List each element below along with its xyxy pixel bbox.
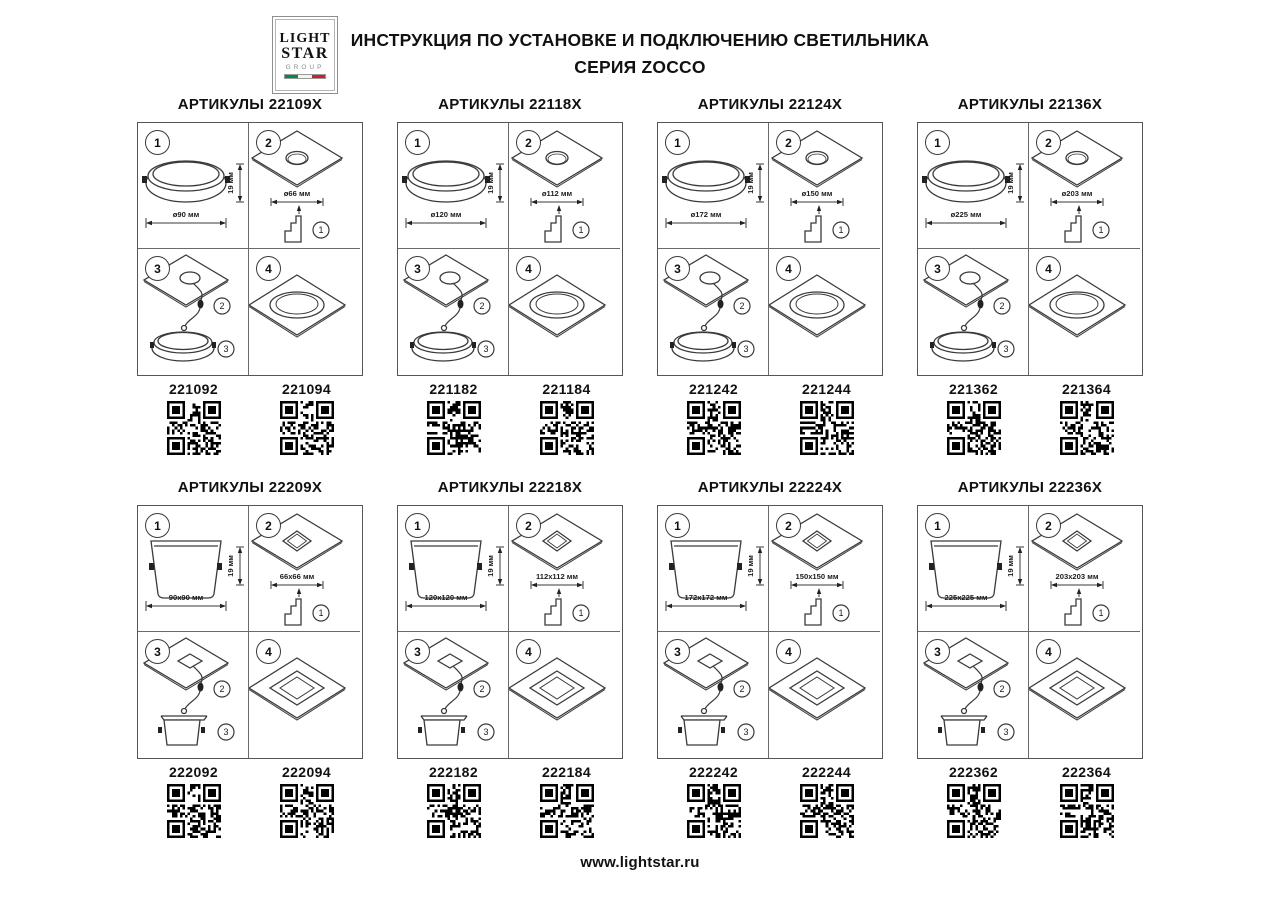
article-code: 222184 bbox=[541, 764, 592, 780]
instruction-grid bbox=[917, 505, 1143, 759]
step-2-cell bbox=[1029, 123, 1140, 249]
height-dimension-label: 19 мм bbox=[746, 172, 755, 194]
panel-22124x bbox=[657, 96, 883, 455]
callout-3: 3 bbox=[223, 344, 229, 354]
callout-2: 2 bbox=[999, 684, 1005, 694]
article bbox=[917, 381, 1030, 455]
instruction-grid bbox=[657, 122, 883, 376]
step-2-cell bbox=[509, 506, 620, 632]
step-1-badge: 1 bbox=[925, 130, 950, 155]
articles-row bbox=[137, 381, 363, 455]
step-3-cell bbox=[138, 249, 249, 375]
width-dimension-label: ø90 мм bbox=[172, 210, 200, 219]
panel-22109x bbox=[137, 96, 363, 455]
callout-3: 3 bbox=[1003, 344, 1009, 354]
page-title-line1: ИНСТРУКЦИЯ ПО УСТАНОВКЕ И ПОДКЛЮЧЕНИЮ СВЕТИЛЬНИКА bbox=[350, 30, 930, 50]
callout-2: 2 bbox=[999, 301, 1005, 311]
callout-1: 1 bbox=[318, 608, 324, 618]
callout-1: 1 bbox=[838, 225, 844, 235]
qr-code bbox=[687, 784, 741, 838]
step-3-cell bbox=[658, 249, 769, 375]
qr-code bbox=[947, 784, 1001, 838]
step-4-cell bbox=[249, 249, 360, 375]
article-code: 221092 bbox=[168, 381, 219, 397]
logo-text-star: STAR bbox=[281, 44, 329, 62]
step-4-cell bbox=[249, 632, 360, 758]
height-dimension-label: 19 мм bbox=[226, 555, 235, 577]
panel-title: АРТИКУЛЫ 22136X bbox=[957, 96, 1103, 113]
step-2-cell bbox=[249, 506, 360, 632]
article bbox=[137, 381, 250, 455]
callout-1: 1 bbox=[578, 225, 584, 235]
page-title bbox=[0, 0, 1280, 81]
step-3-cell bbox=[658, 632, 769, 758]
article bbox=[770, 381, 883, 455]
width-dimension-label: ø225 мм bbox=[950, 210, 982, 219]
cutout-dimension-label: ø112 мм bbox=[541, 189, 573, 198]
instruction-grid bbox=[137, 122, 363, 376]
article-code: 222094 bbox=[281, 764, 332, 780]
step-2-badge: 2 bbox=[516, 130, 541, 155]
step-1-badge: 1 bbox=[405, 130, 430, 155]
instruction-grid bbox=[397, 505, 623, 759]
height-dimension-label: 19 мм bbox=[486, 555, 495, 577]
callout-3: 3 bbox=[483, 727, 489, 737]
step-3-cell bbox=[138, 632, 249, 758]
width-dimension-label: 225x225 мм bbox=[944, 593, 988, 602]
height-dimension-label: 19 мм bbox=[746, 555, 755, 577]
step-3-badge: 3 bbox=[925, 639, 950, 664]
callout-3: 3 bbox=[223, 727, 229, 737]
article bbox=[397, 764, 510, 838]
width-dimension-label: 172x172 мм bbox=[684, 593, 728, 602]
cutout-dimension-label: 66x66 мм bbox=[279, 572, 315, 581]
step-3-cell bbox=[918, 249, 1029, 375]
step-3-badge: 3 bbox=[665, 256, 690, 281]
article bbox=[657, 764, 770, 838]
step-1-badge: 1 bbox=[665, 513, 690, 538]
panel-22136x bbox=[917, 96, 1143, 455]
step-3-cell bbox=[918, 632, 1029, 758]
step-4-badge: 4 bbox=[776, 256, 801, 281]
step-2-cell bbox=[509, 123, 620, 249]
step-3-badge: 3 bbox=[145, 256, 170, 281]
qr-code bbox=[1060, 401, 1114, 455]
step-4-badge: 4 bbox=[256, 639, 281, 664]
step-2-badge: 2 bbox=[256, 513, 281, 538]
width-dimension-label: 90x90 мм bbox=[168, 593, 204, 602]
article bbox=[917, 764, 1030, 838]
qr-code bbox=[167, 784, 221, 838]
panel-22236x bbox=[917, 479, 1143, 838]
width-dimension-label: ø120 мм bbox=[430, 210, 462, 219]
step-1-badge: 1 bbox=[925, 513, 950, 538]
callout-1: 1 bbox=[1098, 225, 1104, 235]
step-2-badge: 2 bbox=[516, 513, 541, 538]
article-code: 222092 bbox=[168, 764, 219, 780]
callout-3: 3 bbox=[743, 344, 749, 354]
step-4-badge: 4 bbox=[256, 256, 281, 281]
article-code: 221362 bbox=[948, 381, 999, 397]
panel-title: АРТИКУЛЫ 22124X bbox=[697, 96, 843, 113]
article-code: 222242 bbox=[688, 764, 739, 780]
step-1-cell bbox=[918, 123, 1029, 249]
qr-code bbox=[540, 784, 594, 838]
qr-code bbox=[280, 784, 334, 838]
article-code: 221364 bbox=[1061, 381, 1112, 397]
qr-code bbox=[687, 401, 741, 455]
step-4-badge: 4 bbox=[776, 639, 801, 664]
callout-2: 2 bbox=[219, 684, 225, 694]
step-3-cell bbox=[398, 249, 509, 375]
cutout-dimension-label: ø203 мм bbox=[1061, 189, 1093, 198]
article bbox=[657, 381, 770, 455]
qr-code bbox=[800, 401, 854, 455]
article-code: 221094 bbox=[281, 381, 332, 397]
callout-1: 1 bbox=[318, 225, 324, 235]
instruction-grid bbox=[137, 505, 363, 759]
articles-row bbox=[657, 764, 883, 838]
step-1-badge: 1 bbox=[145, 130, 170, 155]
step-2-badge: 2 bbox=[776, 513, 801, 538]
cutout-dimension-label: ø150 мм bbox=[801, 189, 833, 198]
step-1-badge: 1 bbox=[405, 513, 430, 538]
step-4-cell bbox=[1029, 249, 1140, 375]
page-title-line2: СЕРИЯ ZOCCO bbox=[574, 57, 706, 78]
step-4-cell bbox=[769, 632, 880, 758]
callout-2: 2 bbox=[739, 684, 745, 694]
step-3-badge: 3 bbox=[405, 639, 430, 664]
step-4-cell bbox=[509, 632, 620, 758]
height-dimension-label: 19 мм bbox=[226, 172, 235, 194]
step-4-cell bbox=[1029, 632, 1140, 758]
width-dimension-label: 120x120 мм bbox=[424, 593, 468, 602]
article bbox=[250, 764, 363, 838]
height-dimension-label: 19 мм bbox=[486, 172, 495, 194]
article-code: 222364 bbox=[1061, 764, 1112, 780]
instruction-grid bbox=[397, 122, 623, 376]
step-2-cell bbox=[769, 123, 880, 249]
step-1-cell bbox=[658, 506, 769, 632]
article bbox=[1030, 381, 1143, 455]
step-2-badge: 2 bbox=[256, 130, 281, 155]
panel-22209x bbox=[137, 479, 363, 838]
round-fixtures-row bbox=[0, 96, 1280, 455]
article-code: 221184 bbox=[542, 381, 591, 397]
step-1-badge: 1 bbox=[145, 513, 170, 538]
logo-text-group: GROUP bbox=[285, 63, 325, 71]
step-1-cell bbox=[918, 506, 1029, 632]
article-code: 222244 bbox=[801, 764, 852, 780]
qr-code bbox=[947, 401, 1001, 455]
cutout-dimension-label: 150x150 мм bbox=[795, 572, 839, 581]
panel-22218x bbox=[397, 479, 623, 838]
cutout-dimension-label: 203x203 мм bbox=[1055, 572, 1099, 581]
step-1-cell bbox=[398, 506, 509, 632]
lightstar-logo bbox=[272, 16, 338, 94]
callout-2: 2 bbox=[479, 301, 485, 311]
step-4-badge: 4 bbox=[516, 256, 541, 281]
step-3-badge: 3 bbox=[665, 639, 690, 664]
article-code: 222362 bbox=[948, 764, 999, 780]
height-dimension-label: 19 мм bbox=[1006, 555, 1015, 577]
articles-row bbox=[397, 381, 623, 455]
articles-row bbox=[917, 764, 1143, 838]
step-2-cell bbox=[769, 506, 880, 632]
qr-code bbox=[540, 401, 594, 455]
panel-title: АРТИКУЛЫ 22224X bbox=[697, 479, 843, 496]
article bbox=[1030, 764, 1143, 838]
panel-title: АРТИКУЛЫ 22209X bbox=[177, 479, 323, 496]
step-3-badge: 3 bbox=[925, 256, 950, 281]
panel-22224x bbox=[657, 479, 883, 838]
article-code: 221242 bbox=[688, 381, 739, 397]
qr-code bbox=[167, 401, 221, 455]
panel-title: АРТИКУЛЫ 22218X bbox=[437, 479, 583, 496]
callout-2: 2 bbox=[219, 301, 225, 311]
callout-1: 1 bbox=[578, 608, 584, 618]
articles-row bbox=[917, 381, 1143, 455]
articles-row bbox=[657, 381, 883, 455]
article bbox=[510, 381, 623, 455]
step-2-badge: 2 bbox=[1036, 513, 1061, 538]
article-code: 221182 bbox=[429, 381, 478, 397]
panel-title: АРТИКУЛЫ 22109X bbox=[177, 96, 323, 113]
step-4-cell bbox=[769, 249, 880, 375]
step-3-badge: 3 bbox=[405, 256, 430, 281]
step-1-cell bbox=[138, 123, 249, 249]
page-header bbox=[0, 0, 1280, 96]
square-fixtures-row bbox=[0, 479, 1280, 838]
article bbox=[250, 381, 363, 455]
footer-url[interactable]: www.lightstar.ru bbox=[580, 854, 700, 871]
callout-2: 2 bbox=[479, 684, 485, 694]
articles-row bbox=[137, 764, 363, 838]
step-4-cell bbox=[509, 249, 620, 375]
callout-1: 1 bbox=[838, 608, 844, 618]
step-2-cell bbox=[1029, 506, 1140, 632]
qr-code bbox=[427, 401, 481, 455]
callout-3: 3 bbox=[743, 727, 749, 737]
qr-code bbox=[427, 784, 481, 838]
qr-code bbox=[1060, 784, 1114, 838]
qr-code bbox=[280, 401, 334, 455]
instruction-grid bbox=[917, 122, 1143, 376]
panel-title: АРТИКУЛЫ 22118X bbox=[438, 96, 582, 113]
step-3-cell bbox=[398, 632, 509, 758]
step-2-badge: 2 bbox=[776, 130, 801, 155]
step-2-badge: 2 bbox=[1036, 130, 1061, 155]
article-code: 222182 bbox=[428, 764, 479, 780]
callout-3: 3 bbox=[483, 344, 489, 354]
article bbox=[510, 764, 623, 838]
width-dimension-label: ø172 мм bbox=[690, 210, 722, 219]
step-1-cell bbox=[658, 123, 769, 249]
article bbox=[770, 764, 883, 838]
callout-3: 3 bbox=[1003, 727, 1009, 737]
article bbox=[137, 764, 250, 838]
article-code: 221244 bbox=[801, 381, 852, 397]
cutout-dimension-label: 112x112 мм bbox=[535, 572, 579, 581]
article bbox=[397, 381, 510, 455]
panel-title: АРТИКУЛЫ 22236X bbox=[957, 479, 1103, 496]
step-1-cell bbox=[138, 506, 249, 632]
step-4-badge: 4 bbox=[1036, 256, 1061, 281]
instruction-grid bbox=[657, 505, 883, 759]
qr-code bbox=[800, 784, 854, 838]
callout-1: 1 bbox=[1098, 608, 1104, 618]
height-dimension-label: 19 мм bbox=[1006, 172, 1015, 194]
step-1-cell bbox=[398, 123, 509, 249]
step-2-cell bbox=[249, 123, 360, 249]
italian-flag-stripe bbox=[284, 74, 326, 79]
callout-2: 2 bbox=[739, 301, 745, 311]
cutout-dimension-label: ø66 мм bbox=[283, 189, 311, 198]
articles-row bbox=[397, 764, 623, 838]
step-3-badge: 3 bbox=[145, 639, 170, 664]
step-4-badge: 4 bbox=[1036, 639, 1061, 664]
panel-22118x bbox=[397, 96, 623, 455]
step-4-badge: 4 bbox=[516, 639, 541, 664]
step-1-badge: 1 bbox=[665, 130, 690, 155]
logo-text-light: LIGHT bbox=[279, 30, 331, 46]
